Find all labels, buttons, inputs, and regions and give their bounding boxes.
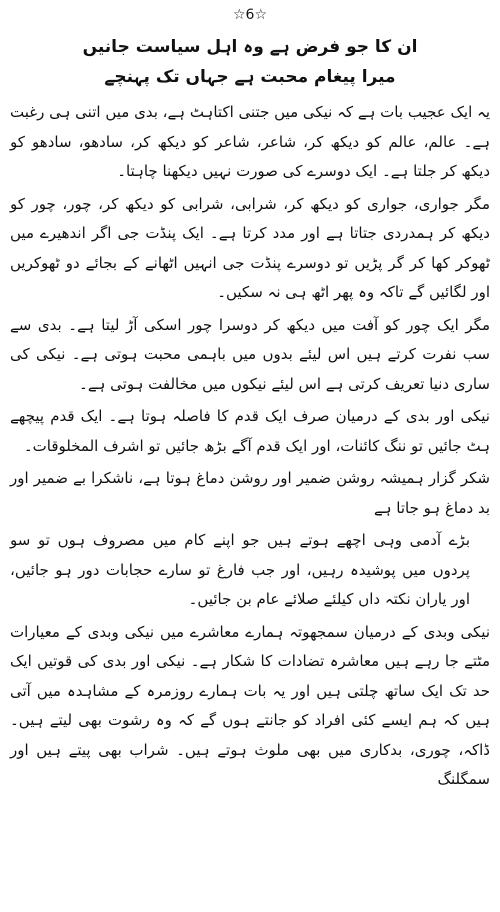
heading-verse-2: میرا پیغام محبت ہے جہاں تک پہنچے: [104, 67, 396, 87]
paragraph-5: شکر گزار ہمیشہ روشن ضمیر اور روشن دماغ ہوتا ہے، ناشکرا بے ضمیر اور بد دماغ ہو جاتا ہے: [10, 469, 490, 517]
paragraph-4: نیکی اور بدی کے درمیان صرف ایک قدم کا فاصلہ ہوتا ہے۔ ایک قدم پیچھے ہٹ جائیں تو ننگ کائنات، اور ایک قدم آگے بڑھ جائیں تو اشرف المخلوقات۔: [10, 407, 490, 455]
paragraph-7: نیکی وبدی کے درمیان سمجھوتہ ہمارے معاشرے میں نیکی وبدی کے معیارات مٹتے جا رہے ہیں معاشرہ تضادات کا شکار ہے۔ نیکی اور بدی کی قوتیں ایک حد تک ایک ساتھ چلتی ہیں اور یہ بات ہمارے روزمرہ کے مشاہدہ میں آتی ہیں کہ ہم ایسے کئی افراد کو جانتے ہوں گے کہ وہ رشوت بھی لیتے ہیں۔ ڈاکہ، چوری، بدکاری میں بھی ملوث ہوتے ہیں۔ شراب بھی پیتے ہیں اور سمگلنگ: [10, 622, 490, 788]
paragraph-6: بڑے آدمی وہی اچھے ہوتے ہیں جو اپنے کام میں مصروف ہوں تو سو پردوں میں پوشیدہ رہیں، اور جب فارغ تو سارے حجابات دور ہو جائیں، اور یاران نکتہ داں کیلئے صلائے عام بن جائیں۔: [10, 531, 470, 608]
paragraph-1: یہ ایک عجیب بات ہے کہ نیکی میں جتنی اکتاہٹ ہے، بدی میں اتنی ہی رغبت ہے۔ عالم، عالم کو دیکھ کر، شاعر، شاعر کو دیکھ کر، سادھو، سادھو کو دیکھ کر جلتا ہے۔ ایک دوسرے کی صورت نہیں دیکھنا چاہتا۔: [10, 103, 490, 180]
heading-verse-1: ان کا جو فرض ہے وہ اہل سیاست جانیں: [82, 37, 418, 57]
page-number: ☆6☆: [232, 7, 267, 23]
paragraph-3: مگر ایک چور کو آفت میں دیکھ کر دوسرا چور اسکی آڑ لیتا ہے۔ بدی سے سب نفرت کرتے ہیں اس لیئے بدوں میں باہمی محبت ہوتی ہے۔ نیکی کی ساری دنیا تعریف کرتی ہے اس لیئے نیکوں میں مخالفت ہوتی ہے۔: [10, 315, 490, 393]
paragraph-2: مگر جواری، جواری کو دیکھ کر، شرابی، شرابی کو دیکھ کر، چور، چور کو دیکھ کر ہمدردی جتاتا ہے اور مدد کرتا ہے۔ ایک پنڈت جی اگر اندھیرے میں ٹھوکر کھا کر گر پڑیں تو دوسرے پنڈت جی انہیں اٹھانے کے بجائے دو ٹھوکریں اور لگائیں گے تاکہ وہ پھر اٹھ ہی نہ سکیں۔: [10, 194, 490, 301]
